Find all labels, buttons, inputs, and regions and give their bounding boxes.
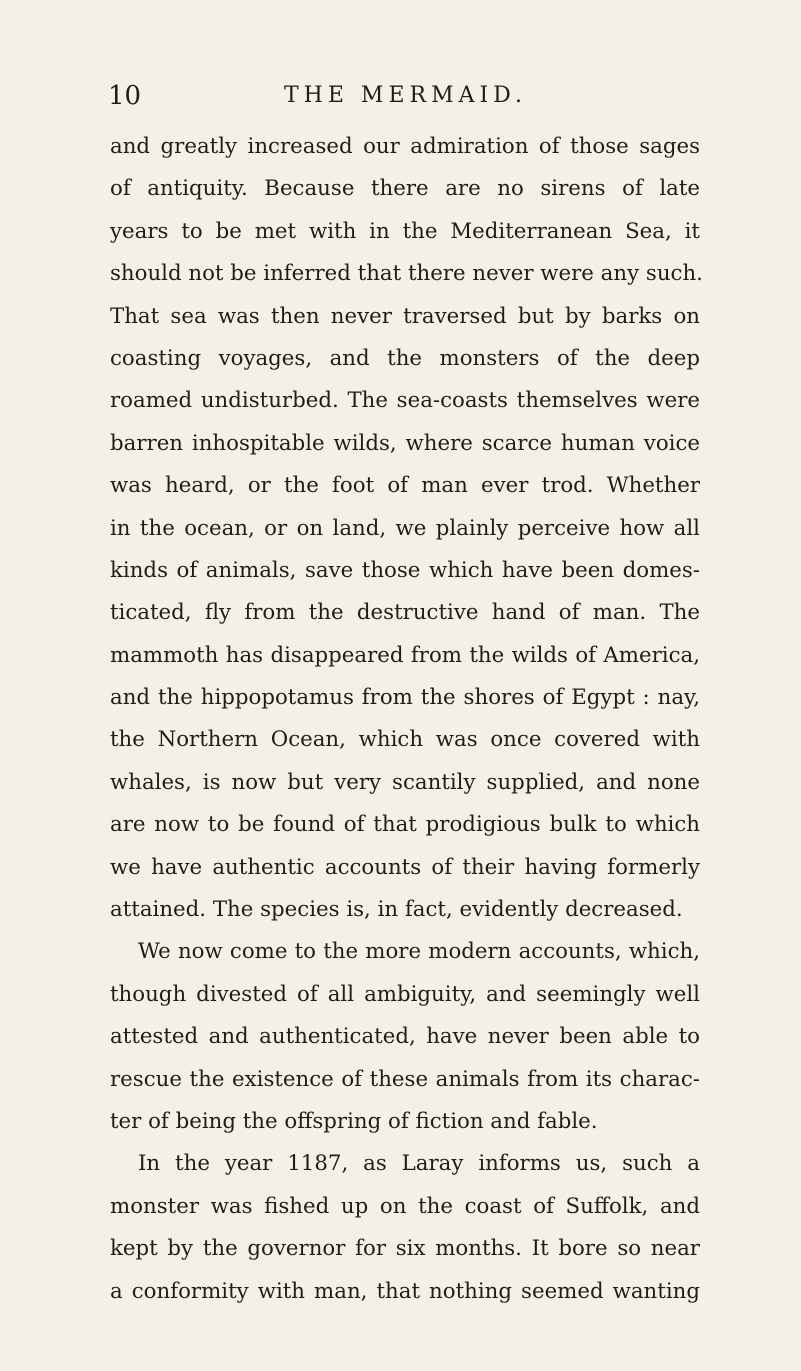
text-line: should not be inferred that there never were any such. — [110, 261, 703, 287]
text-line: and greatly increased our admiration of those sages — [110, 134, 700, 159]
text-line: rescue the existence of these animals from its charac- — [110, 1066, 700, 1092]
text-line: kinds of animals, save those which have been domes- — [110, 557, 700, 583]
text-line: roamed undisturbed. The sea-coasts themselves were — [110, 388, 700, 414]
text-line: barren inhospitable wilds, where scarce human voice — [110, 430, 700, 456]
body-text — [110, 126, 703, 1313]
text-line: are now to be found of that prodigious bulk to which — [110, 812, 700, 838]
text-line: years to be met with in the Mediterranean Sea, it — [110, 218, 700, 244]
text-line: though divested of all ambiguity, and seemingly well — [110, 981, 700, 1007]
text-line: We now come to the more modern accounts, which, — [138, 939, 700, 965]
text-line: mammoth has disappeared from the wilds of America, — [110, 642, 700, 668]
text-line: we have authentic accounts of their having formerly — [110, 854, 700, 880]
text-line: whales, is now but very scantily supplied, and none — [110, 769, 700, 795]
text-line: and the hippopotamus from the shores of Egypt : nay, — [110, 685, 700, 711]
text-line: a conformity with man, that nothing seemed wanting — [110, 1278, 700, 1304]
text-line: kept by the governor for six months. It bore so near — [110, 1236, 700, 1262]
text-line: the Northern Ocean, which was once covered with — [110, 727, 700, 753]
running-head — [108, 76, 708, 116]
text-line: That sea was then never traversed but by barks on — [110, 303, 700, 329]
text-line: attained. The species is, in fact, evidently decreased. — [110, 897, 683, 923]
text-line: attested and authenticated, have never been able to — [110, 1024, 700, 1050]
text-line: ticated, fly from the destructive hand of man. The — [110, 600, 700, 626]
text-line: of antiquity. Because there are no sirens of late — [110, 176, 700, 202]
text-line: was heard, or the foot of man ever trod. Whether — [110, 473, 700, 499]
text-line: ter of being the offspring of fiction and fable. — [110, 1108, 598, 1134]
text-line: In the year 1187, as Laray informs us, such a — [138, 1151, 700, 1177]
text-line: in the ocean, or on land, we plainly perceive how all — [110, 515, 700, 541]
text-line: monster was fished up on the coast of Suffolk, and — [110, 1193, 700, 1219]
running-title: THE MERMAID. — [284, 83, 528, 108]
page-number: 10 — [108, 81, 142, 111]
text-line: coasting voyages, and the monsters of the deep — [110, 345, 700, 371]
